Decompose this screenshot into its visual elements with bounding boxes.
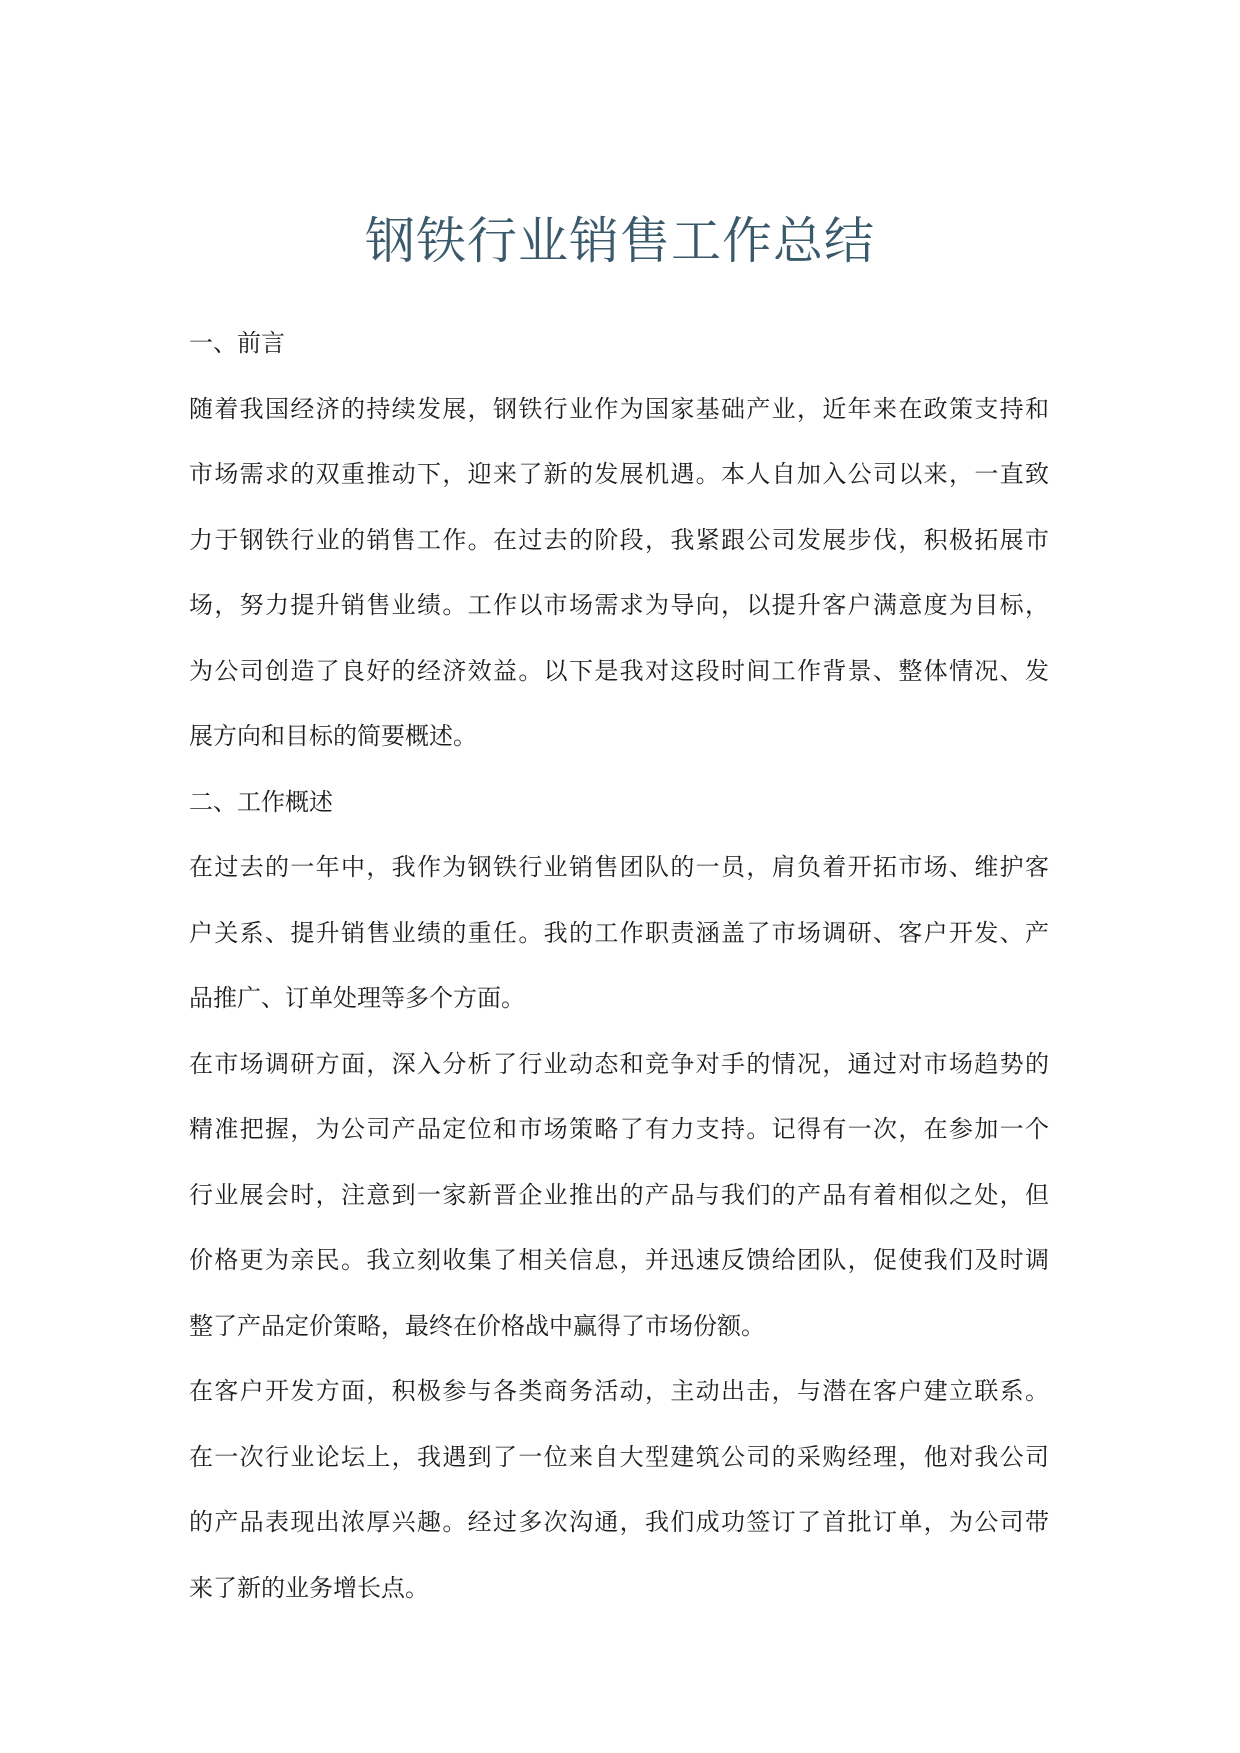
section-heading-intro: 一、前言 <box>189 329 285 357</box>
paragraph-line: 来了新的业务增长点。 <box>189 1573 429 1602</box>
paragraph-line: 品推广、订单处理等多个方面。 <box>189 984 525 1012</box>
paragraph-line: 户关系、提升销售业绩的重任。我的工作职责涵盖了市场调研、客户开发、产 <box>189 918 1049 947</box>
paragraph-line: 整了产品定价策略，最终在价格战中赢得了市场份额。 <box>189 1311 765 1340</box>
document-title: 钢铁行业销售工作总结 <box>365 212 875 270</box>
paragraph-line: 在过去的一年中，我作为钢铁行业销售团队的一员，肩负着开拓市场、维护客 <box>189 853 1049 881</box>
paragraph-line: 场，努力提升销售业绩。工作以市场需求为导向，以提升客户满意度为目标， <box>189 591 1049 619</box>
paragraph-line: 的产品表现出浓厚兴趣。经过多次沟通，我们成功签订了首批订单，为公司带 <box>189 1508 1049 1536</box>
paragraph-line: 在市场调研方面，深入分析了行业动态和竞争对手的情况，通过对市场趋势的 <box>189 1049 1049 1078</box>
paragraph-line: 随着我国经济的持续发展，钢铁行业作为国家基础产业，近年来在政策支持和 <box>189 394 1049 423</box>
document-body <box>189 311 1049 1621</box>
paragraph-line: 展方向和目标的简要概述。 <box>189 722 477 750</box>
paragraph-line: 为公司创造了良好的经济效益。以下是我对这段时间工作背景、整体情况、发 <box>189 656 1049 685</box>
paragraph-line: 精准把握，为公司产品定位和市场策略了有力支持。记得有一次，在参加一个 <box>189 1115 1049 1143</box>
section-heading-overview: 二、工作概述 <box>189 787 333 816</box>
paragraph-line: 行业展会时，注意到一家新晋企业推出的产品与我们的产品有着相似之处，但 <box>189 1180 1049 1209</box>
paragraph-line: 价格更为亲民。我立刻收集了相关信息，并迅速反馈给团队，促使我们及时调 <box>189 1246 1049 1274</box>
paragraph-line: 力于钢铁行业的销售工作。在过去的阶段，我紧跟公司发展步伐，积极拓展市 <box>189 525 1049 554</box>
paragraph-line: 在客户开发方面，积极参与各类商务活动，主动出击，与潜在客户建立联系。 <box>189 1377 1049 1405</box>
paragraph-line: 在一次行业论坛上，我遇到了一位来自大型建筑公司的采购经理，他对我公司 <box>189 1442 1049 1471</box>
paragraph-line: 市场需求的双重推动下，迎来了新的发展机遇。本人自加入公司以来，一直致 <box>189 460 1049 488</box>
